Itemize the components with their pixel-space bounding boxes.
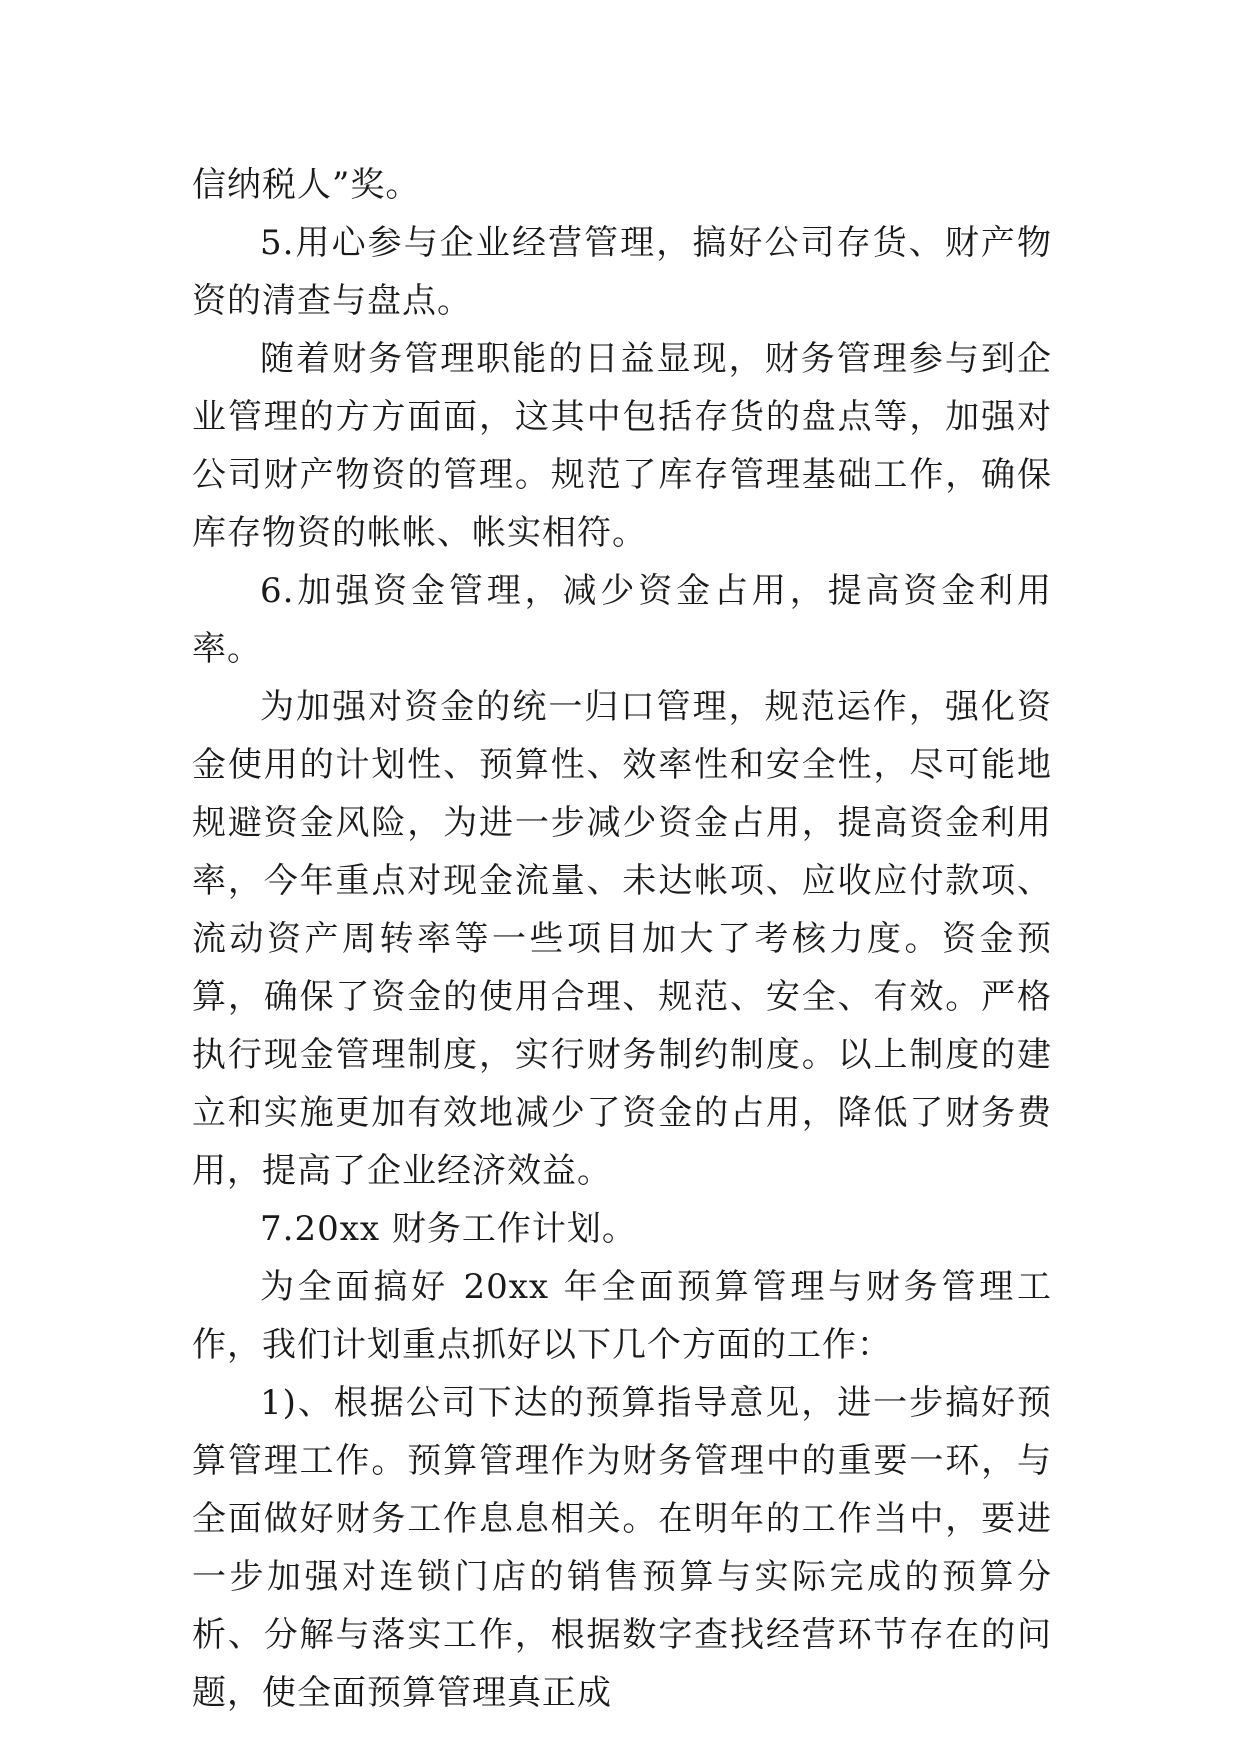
paragraph-4: 6.加强资金管理，减少资金占用，提高资金利用率。 [192, 571, 1052, 669]
paragraph-3: 随着财务管理职能的日益显现，财务管理参与到企业管理的方方面面，这其中包括存货的盘点等，加强对公司财产物资的管理。规范了库存管理基础工作，确保库存物资的帐帐、帐实相符。 [192, 339, 1052, 553]
paragraph-2: 5.用心参与企业经营管理，搞好公司存货、财产物资的清查与盘点。 [192, 223, 1052, 321]
paragraph-7: 为全面搞好 20xx 年全面预算管理与财务管理工作，我们计划重点抓好以下几个方面的工作： [192, 1267, 1052, 1365]
paragraph-8: 1)、根据公司下达的预算指导意见，进一步搞好预算管理工作。预算管理作为财务管理中的重要一环，与全面做好财务工作息息相关。在明年的工作当中，要进一步加强对连锁门店的销售预算与实际完成的预算分析、分解与落实工作，根据数字查找经营环节存在的问题，使全面预算管理真正成 [192, 1383, 1052, 1713]
document-body [192, 156, 1052, 1722]
paragraph-1: 信纳税人”奖。 [192, 165, 421, 205]
paragraph-6: 7.20xx 财务工作计划。 [260, 1209, 637, 1249]
paragraph-5: 为加强对资金的统一归口管理，规范运作，强化资金使用的计划性、预算性、效率性和安全性，尽可能地规避资金风险，为进一步减少资金占用，提高资金利用率，今年重点对现金流量、未达帐项、应收应付款项、流动资产周转率等一些项目加大了考核力度。资金预算，确保了资金的使用合理、规范、安全、有效。严格执行现金管理制度，实行财务制约制度。以上制度的建立和实施更加有效地减少了资金的占用，降低了财务费用，提高了企业经济效益。 [192, 687, 1052, 1191]
